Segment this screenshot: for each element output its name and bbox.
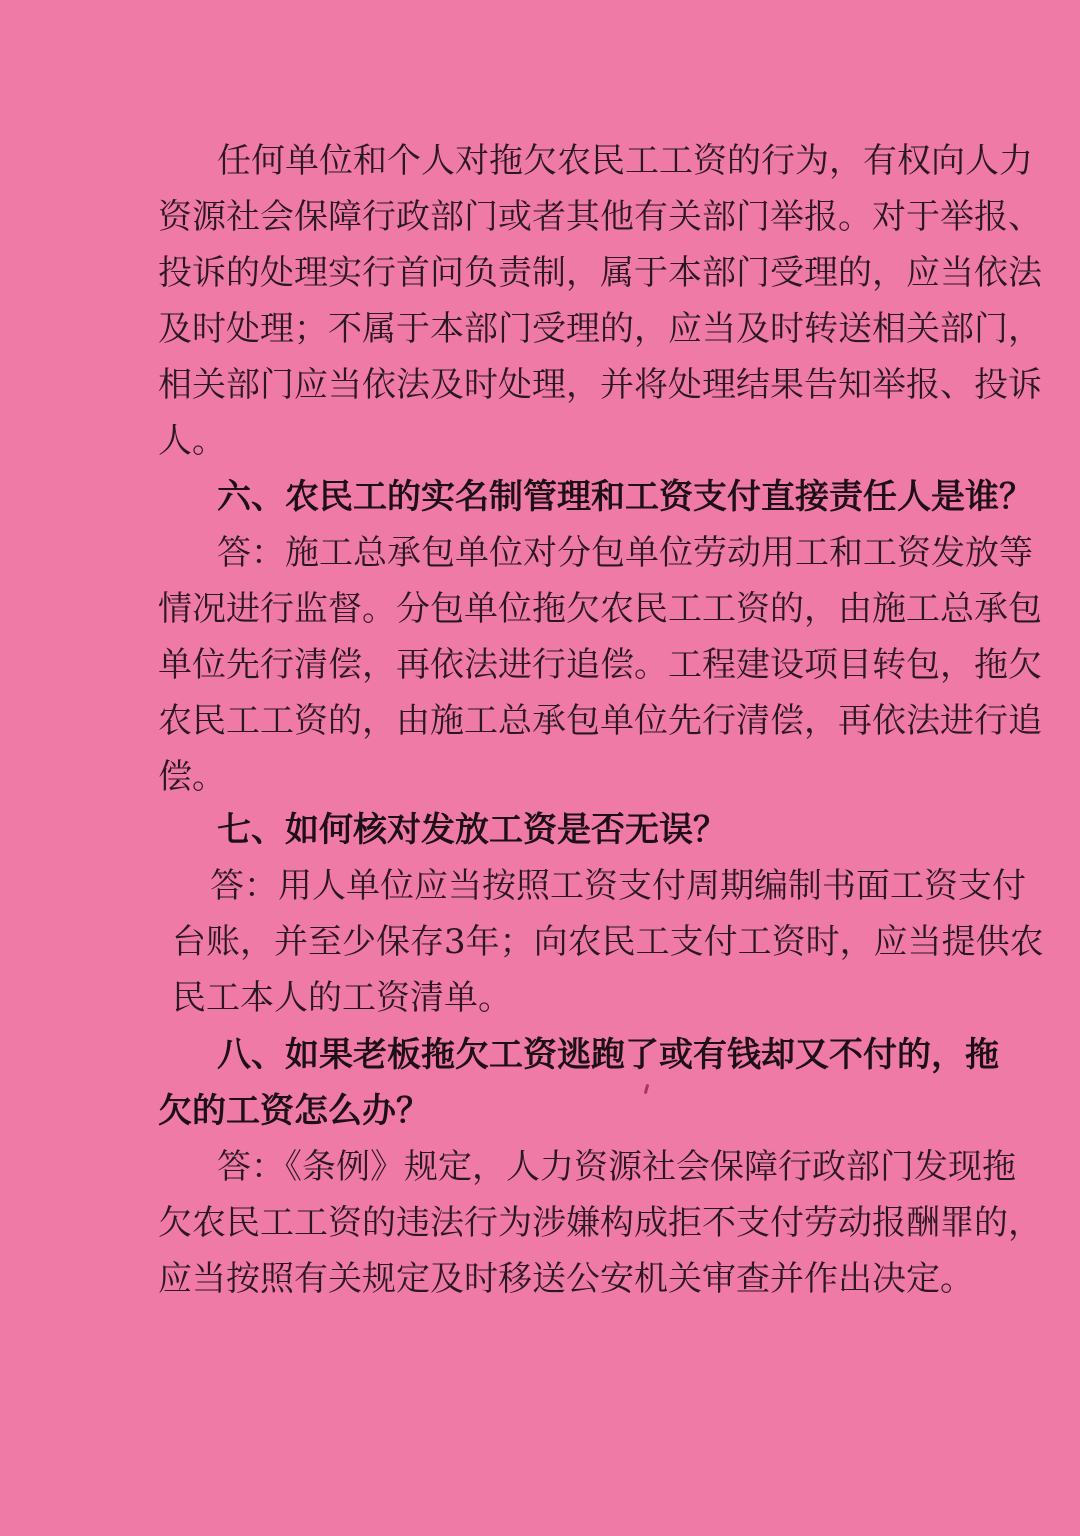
answer-line: 农民工工资的，由施工总承包单位先行清偿，再依法进行追 [158, 701, 1042, 741]
paragraph-line: 相关部门应当依法及时处理，并将处理结果告知举报、投诉 [158, 365, 1042, 405]
answer-line: 单位先行清偿，再依法进行追偿。工程建设项目转包，拖欠 [158, 645, 1042, 685]
answer-line: 欠农民工工资的违法行为涉嫌构成拒不支付劳动报酬罪的， [158, 1203, 1042, 1243]
answer-line: 答：《条例》规定，人力资源社会保障行政部门发现拖 [217, 1147, 1016, 1187]
answer-line: 台账，并至少保存3年；向农民工支付工资时，应当提供农 [172, 922, 1044, 962]
question-8-heading: 欠的工资怎么办？ [158, 1091, 430, 1131]
answer-line: 民工本人的工资清单。 [172, 978, 512, 1018]
paragraph-line: 人。 [158, 421, 226, 461]
answer-line: 答：用人单位应当按照工资支付周期编制书面工资支付 [210, 866, 1026, 906]
paragraph-line: 投诉的处理实行首问负责制，属于本部门受理的，应当依法 [158, 253, 1042, 293]
paragraph-line: 及时处理；不属于本部门受理的，应当及时转送相关部门， [158, 309, 1042, 349]
answer-line: 偿。 [158, 757, 226, 797]
question-7-heading: 七、如何核对发放工资是否无误？ [217, 810, 727, 850]
question-8-heading: 八、如果老板拖欠工资逃跑了或有钱却又不付的，拖 [217, 1035, 999, 1075]
ink-speck [644, 1084, 649, 1094]
answer-line: 答：施工总承包单位对分包单位劳动用工和工资发放等 [217, 533, 1033, 573]
paragraph-line: 任何单位和个人对拖欠农民工工资的行为，有权向人力 [217, 141, 1033, 181]
question-6-heading: 六、农民工的实名制管理和工资支付直接责任人是谁？ [217, 477, 1033, 517]
paragraph-line: 资源社会保障行政部门或者其他有关部门举报。对于举报、 [158, 197, 1042, 237]
answer-line: 应当按照有关规定及时移送公安机关审查并作出决定。 [158, 1259, 974, 1299]
answer-line: 情况进行监督。分包单位拖欠农民工工资的，由施工总承包 [158, 589, 1042, 629]
